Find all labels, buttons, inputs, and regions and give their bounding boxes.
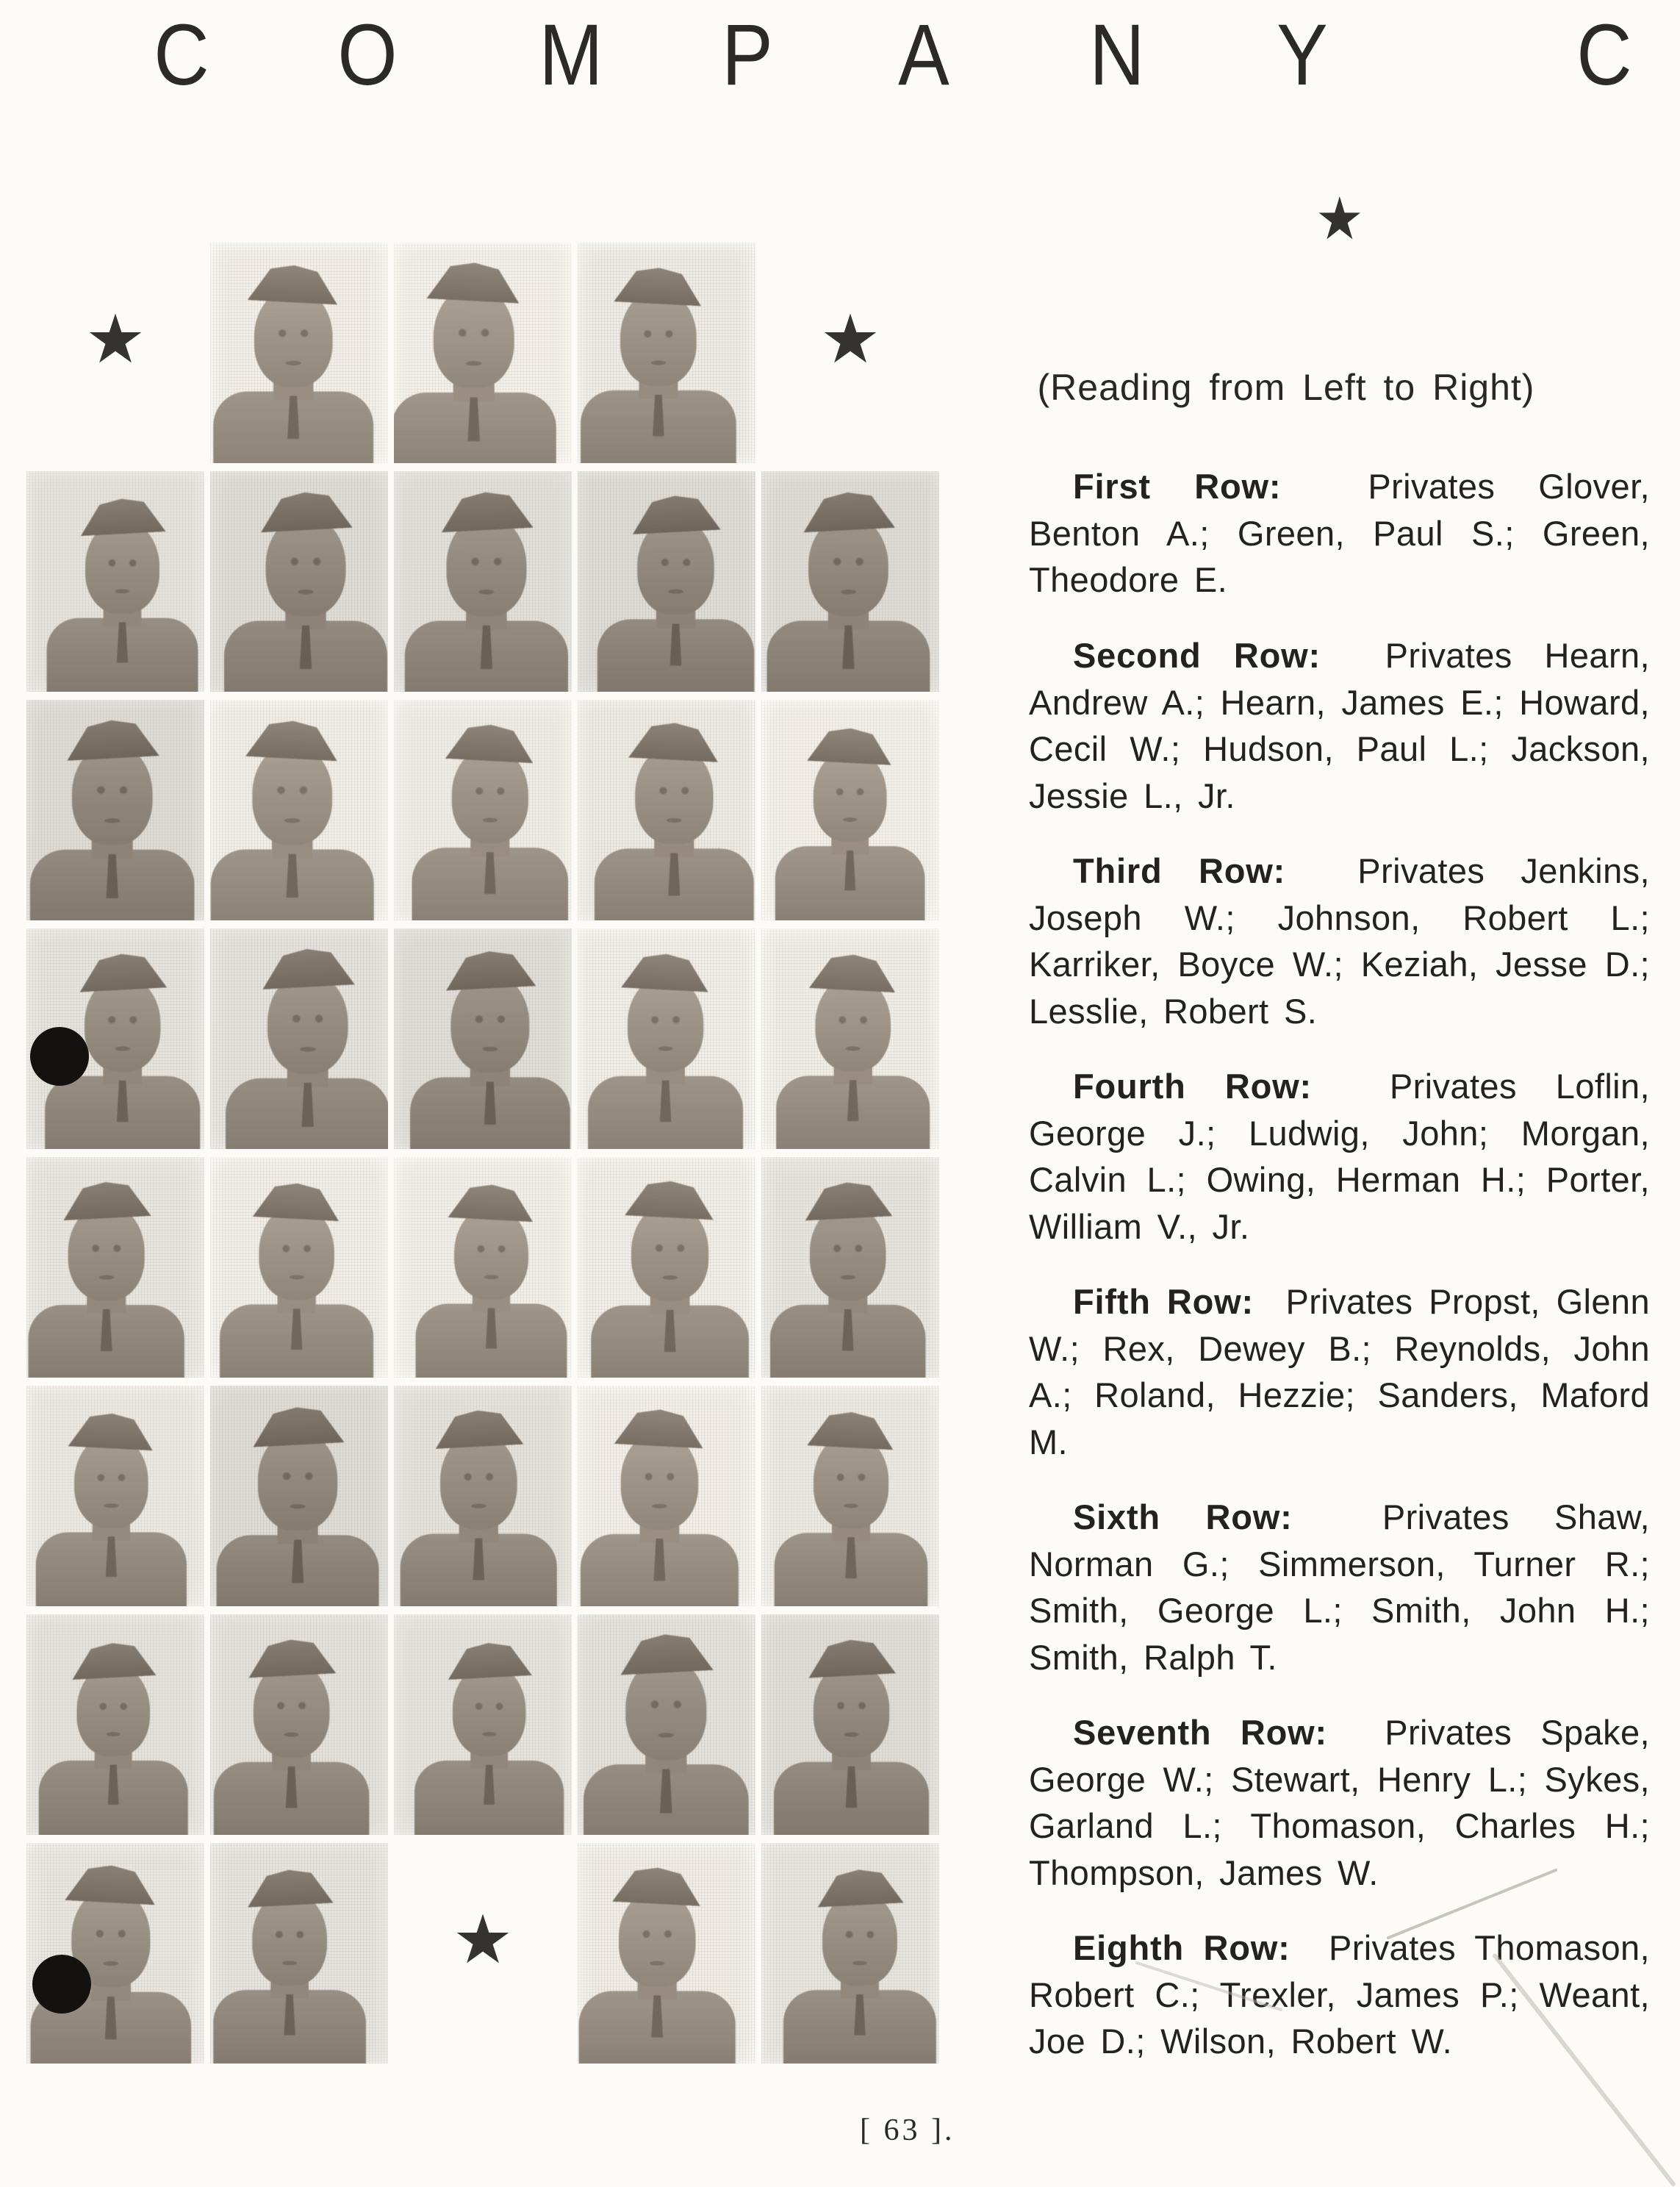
portrait-photo xyxy=(210,243,388,463)
soldier-cap xyxy=(610,1407,708,1449)
soldier-cap xyxy=(255,490,356,532)
star-icon: ★ xyxy=(85,300,146,379)
portrait-photo xyxy=(394,243,572,463)
portrait-photo xyxy=(761,1843,939,2063)
soldier-cap xyxy=(243,262,343,304)
title-letter: A xyxy=(898,5,950,104)
portrait-photo xyxy=(578,1386,755,1606)
portrait-photo xyxy=(394,471,572,692)
soldier-cap xyxy=(610,265,707,307)
soldier-cap xyxy=(617,951,714,992)
portrait-photo xyxy=(26,700,204,920)
row-names: Privates Shaw, Norman G.; Simmerson, Turner R.; Smith, George L.; Smith, John H.; Smith, Ralph T. xyxy=(1029,1497,1651,1677)
roster-row-paragraph xyxy=(1029,1709,1650,1896)
title-letter: O xyxy=(337,5,398,104)
title-letter: P xyxy=(722,5,773,104)
row-label: Sixth Row: xyxy=(1073,1497,1293,1536)
soldier-silhouette xyxy=(403,701,572,918)
soldier-cap xyxy=(442,723,539,764)
reading-note: (Reading from Left to Right) xyxy=(1037,367,1535,408)
soldier-silhouette xyxy=(26,700,204,920)
portrait-photo xyxy=(210,1843,388,2063)
soldier-cap xyxy=(803,1637,900,1678)
portrait-photo xyxy=(394,928,572,1149)
portrait-photo xyxy=(578,471,755,692)
page-title xyxy=(0,0,1680,125)
portrait-photo xyxy=(761,471,939,692)
title-letter: M xyxy=(539,5,603,104)
soldier-silhouette xyxy=(585,700,755,920)
portrait-photo xyxy=(210,1157,388,1378)
soldier-silhouette xyxy=(210,700,384,920)
soldier-cap xyxy=(440,949,540,991)
page-number: [ 63 ]. xyxy=(860,2113,955,2147)
soldier-cap xyxy=(249,1181,345,1221)
title-letter: C xyxy=(1576,5,1632,104)
soldier-silhouette xyxy=(395,471,572,692)
soldier-silhouette xyxy=(210,243,383,463)
portrait-photo xyxy=(578,1157,755,1378)
soldier-cap xyxy=(436,490,537,532)
soldier-silhouette xyxy=(766,706,933,914)
soldier-cap xyxy=(803,726,897,766)
soldier-cap xyxy=(423,260,525,304)
soldier-cap xyxy=(58,1180,155,1221)
soldier-cap xyxy=(430,1408,528,1449)
star-icon: ★ xyxy=(819,300,881,379)
star-cell xyxy=(394,1843,572,2063)
soldier-silhouette xyxy=(581,1158,755,1377)
photo-grid xyxy=(26,243,939,2063)
soldier-silhouette xyxy=(761,471,939,692)
star-cell xyxy=(26,243,204,463)
soldier-silhouette xyxy=(210,1386,388,1606)
roster-row-paragraph xyxy=(1029,1278,1650,1465)
soldier-silhouette xyxy=(215,471,388,692)
soldier-silhouette xyxy=(26,1843,201,2063)
soldier-silhouette xyxy=(401,928,572,1149)
portrait-photo xyxy=(761,1614,939,1835)
soldier-silhouette xyxy=(26,1159,194,1376)
soldier-cap xyxy=(625,720,724,762)
hole-punch-icon xyxy=(32,1955,91,2014)
row-label: First Row: xyxy=(1073,467,1282,506)
row-names: Privates Spake, George W.; Stewart, Henry L.; Sykes, Garland L.; Thomason, Charles H.; Thompson, James W. xyxy=(1029,1713,1651,1892)
soldier-cap xyxy=(442,1641,536,1680)
soldier-cap xyxy=(74,951,170,992)
row-label: Seventh Row: xyxy=(1073,1713,1327,1752)
portrait-photo xyxy=(761,928,939,1149)
soldier-cap xyxy=(805,952,901,992)
star-icon: ★ xyxy=(452,1900,514,1979)
portrait-photo xyxy=(210,1614,388,1835)
soldier-silhouette xyxy=(210,1847,375,2059)
soldier-silhouette xyxy=(578,931,752,1146)
portrait-photo xyxy=(761,1386,939,1606)
soldier-cap xyxy=(800,1180,897,1221)
soldier-silhouette xyxy=(216,928,388,1149)
row-label: Fifth Row: xyxy=(1073,1282,1254,1321)
soldier-silhouette xyxy=(29,1621,196,1828)
roster-row-paragraph xyxy=(1029,1494,1650,1680)
portrait-photo xyxy=(578,1843,755,2063)
soldier-silhouette xyxy=(210,1617,378,1833)
row-label: Eighth Row: xyxy=(1073,1928,1290,1967)
roster-row-paragraph xyxy=(1029,1063,1650,1250)
portrait-photo xyxy=(26,1157,204,1378)
soldier-silhouette xyxy=(406,1621,572,1828)
roster-row-paragraph xyxy=(1029,632,1650,819)
soldier-silhouette xyxy=(26,1392,195,1601)
portrait-photo xyxy=(394,700,572,920)
portrait-photo xyxy=(26,1843,204,2063)
portrait-photo xyxy=(578,700,755,920)
soldier-cap xyxy=(61,717,163,761)
portrait-photo xyxy=(26,471,204,692)
portrait-photo xyxy=(394,1614,572,1835)
portrait-photo xyxy=(210,928,388,1149)
soldier-silhouette xyxy=(210,1161,382,1374)
soldier-cap xyxy=(444,1182,538,1222)
title-letter: C xyxy=(154,5,209,104)
soldier-cap xyxy=(243,1867,337,1908)
row-label: Second Row: xyxy=(1073,636,1321,675)
portrait-photo xyxy=(394,1157,572,1378)
roster-row-paragraph xyxy=(1029,463,1650,604)
row-names: Privates Glover, Benton A.; Green, Paul S.; Green, Theodore E. xyxy=(1029,467,1650,599)
soldier-silhouette xyxy=(394,1387,567,1605)
soldier-cap xyxy=(609,1865,706,1906)
portrait-photo xyxy=(210,471,388,692)
soldier-cap xyxy=(627,493,725,534)
soldier-silhouette xyxy=(764,1617,938,1832)
soldier-cap xyxy=(247,1405,348,1447)
portrait-photo xyxy=(26,1386,204,1606)
soldier-silhouette xyxy=(578,1844,745,2062)
row-names: Privates Propst, Glenn W.; Rex, Dewey B.; Reynolds, John A.; Roland, Hezzie; Sanders, Maford M. xyxy=(1029,1282,1651,1461)
soldier-cap xyxy=(621,1178,719,1220)
row-names: Privates Thomason, Robert C.; Trexler, James P.; Weant, Joe D.; Wilson, Robert W. xyxy=(1029,1928,1651,2061)
soldier-silhouette xyxy=(767,932,939,1145)
soldier-silhouette xyxy=(588,473,755,690)
star-cell xyxy=(761,243,939,463)
soldier-silhouette xyxy=(761,1159,935,1375)
portrait-photo xyxy=(210,1386,388,1606)
portrait-photo xyxy=(761,700,939,920)
title-letter: Y xyxy=(1277,5,1328,104)
hole-punch-icon xyxy=(30,1027,89,1086)
portrait-photo xyxy=(578,1614,755,1835)
row-names: Privates Loflin, George J.; Ludwig, John; Morgan, Calvin L.; Owing, Herman H.; Porter, William V., Jr. xyxy=(1029,1067,1651,1246)
portrait-photo xyxy=(761,1157,939,1378)
soldier-silhouette xyxy=(774,1847,939,2060)
soldier-cap xyxy=(75,496,169,536)
soldier-cap xyxy=(67,1641,159,1680)
soldier-cap xyxy=(256,946,359,989)
soldier-cap xyxy=(803,1410,899,1450)
soldier-silhouette xyxy=(578,245,745,461)
row-label: Third Row: xyxy=(1073,851,1286,890)
soldier-cap xyxy=(65,1411,159,1451)
soldier-cap xyxy=(243,1637,340,1678)
row-names: Privates Hearn, Andrew A.; Hearn, James E.; Howard, Cecil W.; Hudson, Paul L.; Jackson, Jessie L., Jr. xyxy=(1029,636,1650,815)
soldier-cap xyxy=(242,718,343,761)
soldier-cap xyxy=(614,1632,717,1675)
soldier-silhouette xyxy=(406,1162,572,1372)
soldier-silhouette xyxy=(37,476,204,687)
title-letter: N xyxy=(1089,5,1145,104)
soldier-silhouette xyxy=(394,243,566,463)
soldier-silhouette xyxy=(765,1389,937,1603)
portrait-photo xyxy=(210,700,388,920)
soldier-silhouette xyxy=(578,1614,755,1835)
roster-row-paragraph xyxy=(1029,848,1650,1034)
soldier-cap xyxy=(812,1867,907,1908)
portrait-photo xyxy=(578,243,755,463)
roster-row-paragraph xyxy=(1029,1925,1650,2065)
soldier-cap xyxy=(797,490,899,532)
star-icon: ★ xyxy=(1315,185,1364,253)
portrait-photo xyxy=(578,928,755,1149)
soldier-silhouette xyxy=(578,1386,748,1606)
row-names: Privates Jenkins, Joseph W.; Johnson, Robert L.; Karriker, Boyce W.; Keziah, Jesse D.; Lesslie, Robert S. xyxy=(1029,851,1651,1031)
portrait-photo xyxy=(26,1614,204,1835)
row-label: Fourth Row: xyxy=(1073,1067,1312,1106)
soldier-cap xyxy=(61,1863,161,1905)
portrait-photo xyxy=(394,1386,572,1606)
